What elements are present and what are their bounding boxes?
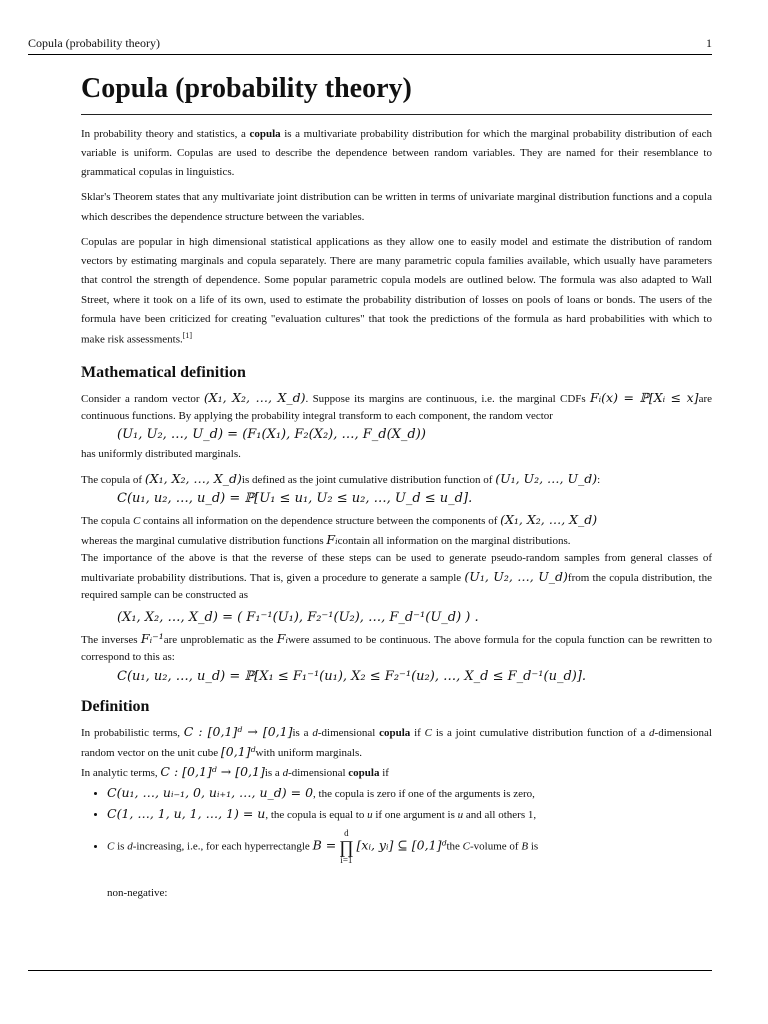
formula-hyperrectangle: [xᵢ, yᵢ] ⊆ [0,1]ᵈ (356, 837, 447, 853)
math-def-paragraph-6: The inverses Fᵢ⁻¹are unproblematic as the Fᵢwere assumed to be continuous. The above formula for the copula function can be rewritten to correspond to this as: (81, 631, 712, 664)
formula-marginal-cdf: Fᵢ(x) = ℙ[Xᵢ ≤ x] (589, 390, 699, 405)
copula-conditions-list (93, 782, 712, 903)
product-symbol: d ∏ i=1 (338, 828, 354, 866)
definition-paragraph-1: In probabilistic terms, C : [0,1]ᵈ → [0,1]is a d-dimensional copula if C is a joint cumulative distribution function of a d-dimensional random vector on the unit cube [0,1]ᵈwith uniform marginals. (81, 723, 712, 759)
intro-paragraph-2: Sklar's Theorem states that any multivariate joint distribution can be written in terms of univariate marginal distribution functions and a copula which describes the dependence structure between the variables. (81, 191, 712, 223)
citation-link[interactable]: [1] (182, 331, 193, 341)
definition-paragraph-2: In analytic terms, C : [0,1]ᵈ → [0,1]is a d-dimensional copula if (81, 763, 389, 779)
article-body (81, 72, 712, 902)
page-number: 1 (706, 36, 712, 50)
equation-copula-rewritten: C(u₁, u₂, …, u_d) = ℙ[X₁ ≤ F₁⁻¹(u₁), X₂ ≤ F₂⁻¹(u₂), …, X_d ≤ F_d⁻¹(u_d)]. (117, 668, 587, 684)
list-item: • C(u₁, …, uᵢ₋₁, 0, uᵢ₊₁, …, u_d) = 0, the copula is zero if one of the arguments is zero, (107, 782, 712, 804)
list-item: • C is d-increasing, i.e., for each hyperrectangle B = d ∏ i=1 [xᵢ, yᵢ] ⊆ [0,1]ᵈthe C-volume of B is non-negative: (107, 829, 712, 902)
running-title: Copula (probability theory) (28, 36, 160, 50)
intro-paragraph-3: Copulas are popular in high dimensional statistical applications as they allow one to easily model and estimate the distribution of random vectors by estimating marginals and copula separately. There are many parametric copula families available, which usually have parameters that control the strength of dependence. Some popular parametric copula models are outlined below. The formula was also adapted to Wall Street, where it took on a life of its own, used to estimate the probability distribution of losses on pools of loans or bonds. The users of the formula have been criticized for creating "evaluation cultures" that took the predictions of the formula as hard probabilities with which to make risk assessments.[1] (81, 235, 712, 346)
formula-fi: Fᵢ (326, 532, 338, 548)
article-title: Copula (probability theory) (81, 72, 712, 115)
running-header (28, 36, 712, 55)
list-item: • C(1, …, 1, u, 1, …, 1) = u, the copula is equal to u if one argument is u and all others 1, (107, 803, 712, 825)
footer-rule (28, 970, 712, 971)
formula-unit-cube: [0,1]ᵈ (220, 743, 256, 759)
section-heading-mathematical-definition: Mathematical definition (81, 364, 246, 381)
math-def-paragraph-2: has uniformly distributed marginals. (81, 448, 241, 461)
intro-paragraph-1: In probability theory and statistics, a copula is a multivariate probability distribution for which the marginal probability distribution of each variable is uniform. Copulas are used to describe the dependence between random variables. They are named for their resemblance to grammatical copulas in linguistics. (81, 127, 712, 179)
equation-copula-def: C(u₁, u₂, …, u_d) = ℙ[U₁ ≤ u₁, U₂ ≤ u₂, …, U_d ≤ u_d]. (117, 491, 473, 507)
equation-inverse-sample: (X₁, X₂, …, X_d) = ( F₁⁻¹(U₁), F₂⁻¹(U₂), …, F_d⁻¹(U_d) ) . (117, 610, 479, 626)
formula-uvec: (U₁, U₂, …, U_d) (495, 471, 598, 487)
formula-finv: Fᵢ⁻¹ (140, 631, 164, 647)
math-def-paragraph-5: The importance of the above is that the reverse of these steps can be used to generate pseudo-random samples from general classes of multivariate probability distributions. That is, given a procedure to generate a sample (U₁, U₂, …, U_d)from the copula distribution, the required sample can be constructed as (81, 552, 712, 602)
math-def-paragraph-3: The copula of (X₁, X₂, …, X_d)is defined as the joint cumulative distribution function of (U₁, U₂, …, U_d): (81, 471, 601, 487)
formula-c-map: C : [0,1]ᵈ → [0,1] (183, 723, 293, 739)
section-heading-definition: Definition (81, 697, 150, 715)
math-def-paragraph-1: Consider a random vector (X₁, X₂, …, X_d). Suppose its margins are continuous, i.e. the marginal CDFs Fᵢ(x) = ℙ[Xᵢ ≤ x]are continuous functions. By applying the probability integral transform to each component, the random vector (81, 390, 712, 423)
formula-xvec: (X₁, X₂, …, X_d) (203, 390, 306, 405)
formula-uniform-condition: C(1, …, 1, u, 1, …, 1) = u (107, 806, 266, 822)
math-def-paragraph-4: The copula C contains all information on the dependence structure between the components of (X₁, X₂, …, X_d) whereas the marginal cumulative distribution functions Fᵢcontain all information on the marginal distributions. (81, 512, 598, 548)
copula-term: copula (249, 127, 281, 140)
formula-zero-condition: C(u₁, …, uᵢ₋₁, 0, uᵢ₊₁, …, u_d) = 0 (107, 784, 314, 800)
equation-u-transform: (U₁, U₂, …, U_d) = (F₁(X₁), F₂(X₂), …, F_d(X_d)) (117, 427, 426, 443)
